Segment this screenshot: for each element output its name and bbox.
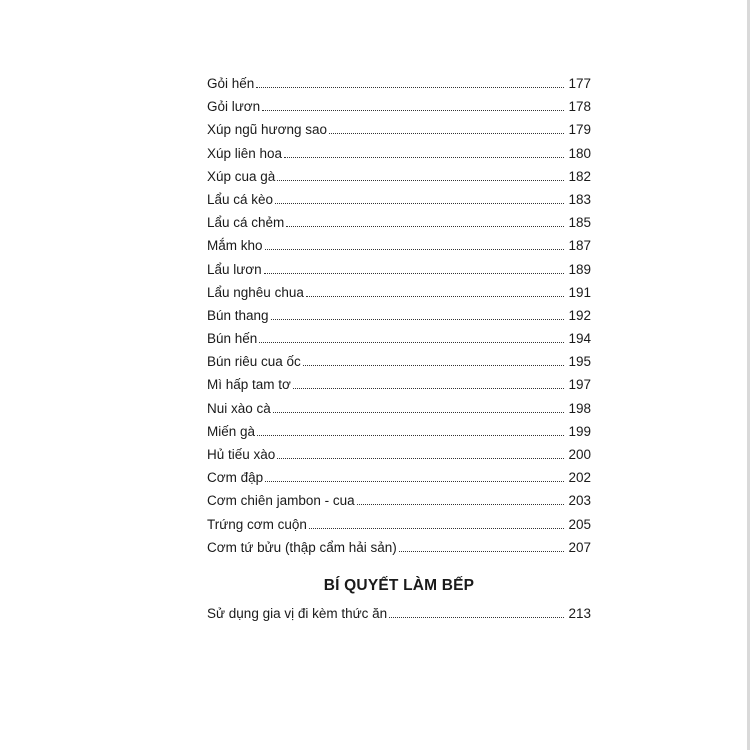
toc-entry (207, 165, 591, 188)
toc-entry-list (207, 72, 591, 559)
toc-entry (207, 602, 591, 625)
toc-entry-page-number: 205 (568, 516, 591, 532)
toc-entry-title: Trứng cơm cuộn (207, 516, 307, 532)
section-heading: BÍ QUYẾT LÀM BẾP (323, 576, 475, 594)
section-entry-list (207, 602, 591, 625)
toc-entry-title: Bún hến (207, 331, 258, 347)
toc-entry-title: Bún thang (207, 307, 269, 323)
toc-entry-title: Miến gà (207, 423, 256, 439)
dot-leader (259, 342, 564, 343)
toc-entry (207, 304, 591, 327)
toc-entry-title: Mắm kho (207, 238, 263, 254)
toc-entry-page-number: 197 (568, 377, 591, 393)
toc-entry-page-number: 203 (568, 493, 591, 509)
toc-entry-page-number: 183 (568, 191, 591, 207)
dot-leader (286, 226, 564, 227)
toc-entry-page-number: 202 (568, 470, 591, 486)
table-of-contents (207, 72, 591, 625)
toc-entry (207, 373, 591, 396)
toc-entry-title: Sử dụng gia vị đi kèm thức ăn (207, 605, 388, 621)
toc-entry-page-number: 187 (568, 238, 591, 254)
toc-entry-title: Lẩu lươn (207, 261, 262, 277)
toc-entry-title: Cơm chiên jambon - cua (207, 493, 355, 509)
toc-entry-title: Lẩu nghêu chua (207, 284, 304, 300)
toc-entry-page-number: 199 (568, 423, 591, 439)
toc-entry-title: Cơm đập (207, 470, 264, 486)
toc-entry-title: Bún riêu cua ốc (207, 354, 301, 370)
dot-leader (257, 435, 564, 436)
toc-entry-page-number: 213 (568, 605, 591, 621)
toc-entry-title: Xúp cua gà (207, 168, 276, 184)
dot-leader (303, 365, 564, 366)
dot-leader (265, 481, 564, 482)
toc-entry (207, 118, 591, 141)
toc-entry (207, 211, 591, 234)
toc-entry (207, 513, 591, 536)
toc-entry-page-number: 182 (568, 168, 591, 184)
dot-leader (284, 157, 564, 158)
toc-entry (207, 258, 591, 281)
toc-entry-page-number: 200 (568, 447, 591, 462)
dot-leader (275, 203, 564, 204)
dot-leader (309, 528, 564, 529)
toc-entry-page-number: 198 (568, 400, 591, 416)
dot-leader (264, 273, 564, 274)
dot-leader (293, 388, 564, 389)
toc-entry-page-number: 189 (568, 261, 591, 277)
toc-entry (207, 234, 591, 257)
dot-leader (271, 319, 564, 320)
toc-entry (207, 443, 591, 466)
toc-entry-title: Cơm tứ bửu (thập cẩm hải sản) (207, 539, 397, 555)
toc-entry-page-number: 195 (568, 354, 591, 370)
toc-entry-page-number: 192 (568, 307, 591, 323)
dot-leader (306, 296, 564, 297)
toc-entry-page-number: 185 (568, 215, 591, 231)
toc-entry-title: Lẩu cá chẻm (207, 215, 285, 231)
toc-entry (207, 95, 591, 118)
toc-entry-page-number: 194 (568, 331, 591, 347)
toc-entry-title: Xúp liên hoa (207, 145, 283, 161)
toc-entry (207, 327, 591, 350)
toc-entry-title: Xúp ngũ hương sao (207, 122, 327, 138)
dot-leader (399, 551, 564, 552)
toc-entry-title: Mì hấp tam tơ (207, 377, 291, 393)
dot-leader (357, 504, 564, 505)
toc-entry-title: Hủ tiếu xào (207, 447, 276, 462)
toc-entry-title: Lẩu cá kèo (207, 191, 274, 207)
dot-leader (256, 87, 564, 88)
toc-entry-title: Nui xào cà (207, 400, 271, 416)
toc-entry (207, 188, 591, 211)
dot-leader (277, 458, 564, 459)
toc-entry-page-number: 177 (568, 76, 591, 91)
dot-leader (277, 180, 564, 181)
toc-entry (207, 536, 591, 559)
toc-entry-page-number: 180 (568, 145, 591, 161)
toc-entry (207, 397, 591, 420)
toc-entry (207, 350, 591, 373)
dot-leader (329, 133, 564, 134)
toc-entry-page-number: 178 (568, 99, 591, 115)
toc-entry-page-number: 191 (568, 284, 591, 300)
toc-entry (207, 466, 591, 489)
dot-leader (273, 412, 564, 413)
toc-entry-title: Gỏi hến (207, 76, 255, 91)
dot-leader (389, 617, 564, 618)
toc-entry (207, 420, 591, 443)
toc-entry (207, 72, 591, 95)
dot-leader (265, 249, 564, 250)
toc-entry (207, 142, 591, 165)
dot-leader (262, 110, 564, 111)
toc-entry-title: Gỏi lươn (207, 99, 261, 115)
toc-entry (207, 281, 591, 304)
toc-entry-page-number: 207 (568, 539, 591, 555)
toc-entry-page-number: 179 (568, 122, 591, 138)
toc-entry (207, 489, 591, 512)
